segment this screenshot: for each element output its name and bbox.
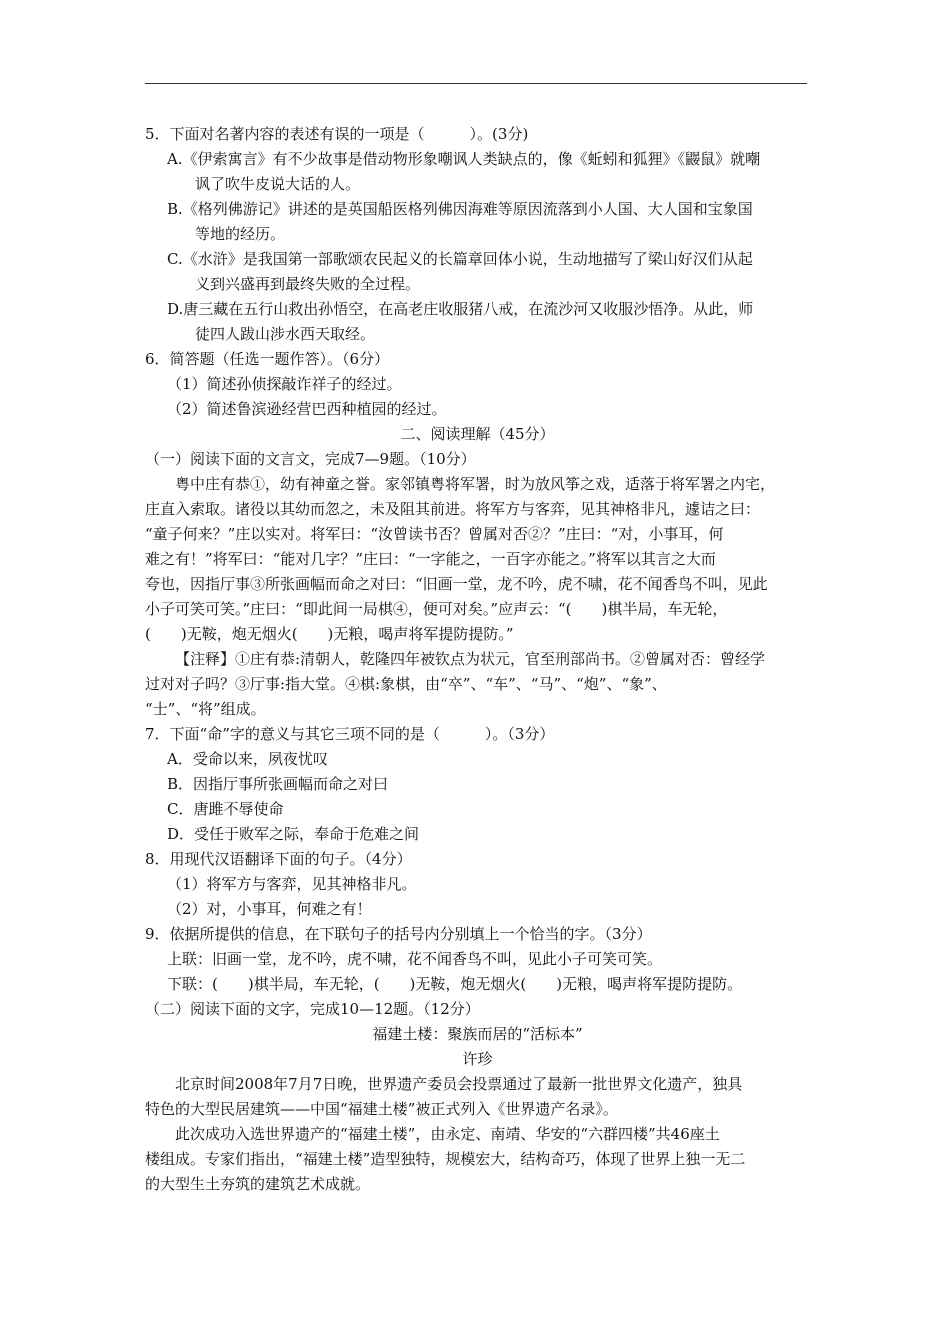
passage-line-4: 难之有！”将军曰：“能对几字？”庄曰：“一字能之，一百字亦能之。”将军以其言之大而	[145, 550, 716, 568]
q5-option-d-line2: 徒四人跋山涉水西天取经。	[195, 325, 376, 343]
passage-line-6: 小子可笑可笑。”庄曰：“即此间一局棋④，便可对矣。”应声云：“( )棋半局，车无轮，	[145, 600, 728, 618]
q5-option-a-line1: A.《伊索寓言》有不少故事是借动物形象嘲讽人类缺点的，像《蚯蚓和狐狸》《鼹鼠》就嘲	[167, 150, 761, 168]
article-para-1-line-1: 北京时间2008年7月7日晚，世界遗产委员会投票通过了最新一批世界文化遗产，独具	[175, 1075, 743, 1093]
article-para-2-line-2: 楼组成。专家们指出，“福建土楼”造型独特，规模宏大，结构奇巧，体现了世界上独一无二	[145, 1150, 746, 1168]
question-7-stem: 7．下面“命”字的意义与其它三项不同的是（ ）。（3分）	[145, 725, 555, 743]
passage-line-2: 庄直入索取。诸役以其幼而忽之，未及阻其前进。将军方与客弈，见其神格非凡，遽诘之曰：	[145, 500, 761, 518]
part-2-intro: （二）阅读下面的文字，完成10—12题。（12分）	[145, 1000, 480, 1018]
q5-option-c-line1: C.《水浒》是我国第一部歌颂农民起义的长篇章回体小说，生动地描写了梁山好汉们从起	[167, 250, 753, 268]
q5-option-c-line2: 义到兴盛再到最终失败的全过程。	[195, 275, 421, 293]
q5-option-b-line1: B.《格列佛游记》讲述的是英国船医格列佛因海难等原因流落到小人国、大人国和宝象国	[167, 200, 753, 218]
article-para-2-line-1: 此次成功入选世界遗产的“福建土楼”，由永定、南靖、华安的“六群四楼”共46座土	[175, 1125, 720, 1143]
document-body	[145, 122, 810, 1197]
q5-option-d-line1: D.唐三藏在五行山救出孙悟空，在高老庄收服猪八戒，在流沙河又收服沙悟净。从此，师	[167, 300, 754, 318]
passage-line-7: ( )无鞍，炮无烟火( )无粮，喝声将军提防提防。”	[145, 625, 514, 643]
q6-item-2: （2）简述鲁滨逊经营巴西种植园的经过。	[167, 400, 447, 418]
q9-lower-couplet: 下联：( )棋半局，车无轮，( )无鞍，炮无烟火( )无粮，喝声将军提防提防。	[167, 975, 743, 993]
question-5-stem: 5．下面对名著内容的表述有误的一项是（ ）。(3分)	[145, 125, 529, 143]
passage-line-5: 夸也，因指厅事③所张画幅而命之对曰：“旧画一堂，龙不吟，虎不啸，花不闻香鸟不叫，见此	[145, 575, 768, 593]
article-para-1-line-2: 特色的大型民居建筑——中国“福建土楼”被正式列入《世界遗产名录》。	[145, 1100, 618, 1118]
part-1-intro: （一）阅读下面的文言文，完成7—9题。（10分）	[145, 450, 476, 468]
question-8-stem: 8．用现代汉语翻译下面的句子。（4分）	[145, 850, 412, 868]
notes-line-3: “士”、“将”组成。	[145, 700, 266, 718]
q7-option-c: C．唐雎不辱使命	[167, 800, 284, 818]
passage-line-3: “童子何来？”庄以实对。将军曰：“汝曾读书否？曾属对否②？”庄曰：“对，小事耳，何	[145, 525, 724, 543]
section-2-title: 二、阅读理解（45分）	[400, 425, 555, 443]
q8-item-2: （2）对，小事耳，何难之有！	[167, 900, 372, 918]
question-6-stem: 6．简答题（任选一题作答）。（6分）	[145, 350, 390, 368]
article-para-2-line-3: 的大型生土夯筑的建筑艺术成就。	[145, 1175, 371, 1193]
q5-option-a-line2: 讽了吹牛皮说大话的人。	[195, 175, 361, 193]
header-rule	[145, 83, 807, 84]
article-title: 福建土楼：聚族而居的“活标本”	[372, 1025, 583, 1043]
q5-option-b-line2: 等地的经历。	[195, 225, 286, 243]
q7-option-d: D．受任于败军之际，奉命于危难之间	[167, 825, 420, 843]
notes-line-2: 过对对子吗？③厅事:指大堂。④棋:象棋，由“卒”、“车”、“马”、“炮”、“象”、	[145, 675, 667, 693]
question-9-stem: 9．依据所提供的信息，在下联句子的括号内分别填上一个恰当的字。（3分）	[145, 925, 652, 943]
article-author: 许珍	[462, 1050, 493, 1068]
passage-line-1: 粤中庄有恭①，幼有神童之誉。家邻镇粤将军署，时为放风筝之戏，适落于将军署之内宅，	[175, 475, 776, 493]
q7-option-a: A．受命以来，夙夜忧叹	[167, 750, 328, 768]
q9-upper-couplet: 上联：旧画一堂，龙不吟，虎不啸，花不闻香鸟不叫，见此小子可笑可笑。	[167, 950, 663, 968]
q8-item-1: （1）将军方与客弈，见其神格非凡。	[167, 875, 417, 893]
q7-option-b: B．因指厅事所张画幅而命之对曰	[167, 775, 389, 793]
q6-item-1: （1）简述孙侦探敲诈祥子的经过。	[167, 375, 402, 393]
notes-line-1: 【注释】①庄有恭:清朝人，乾隆四年被钦点为状元，官至刑部尚书。②曾属对否：曾经学	[175, 650, 766, 668]
